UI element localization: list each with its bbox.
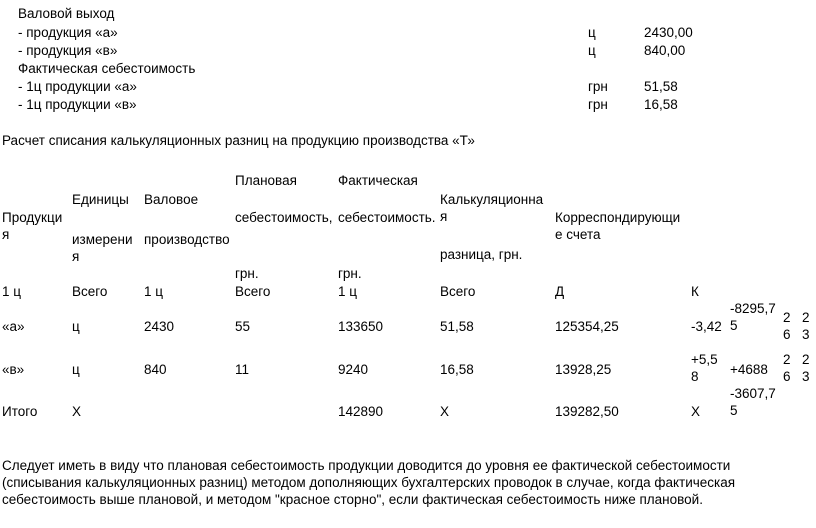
subheader-cell: 1 ц [144, 284, 163, 299]
cell-plan-unit: 11 [235, 362, 250, 377]
header-fact-2: себестоимость. [338, 210, 436, 225]
cell-debit: 26 [783, 310, 791, 342]
subheader-cell: 1 ц [2, 284, 21, 299]
row-unit: грн [588, 97, 608, 112]
row-value: 840,00 [644, 43, 686, 58]
cell-fact-unit: 16,58 [440, 362, 474, 377]
cell-unit: ц [72, 319, 80, 334]
cell-diff-unit: +5,58 [691, 352, 718, 384]
header-calc-2: разница, грн. [440, 247, 523, 262]
row-label: Валовой выход [18, 6, 115, 21]
row-value: 16,58 [644, 97, 678, 112]
header-plan-2: себестоимость, [235, 210, 333, 225]
cell-gross: 840 [144, 362, 167, 377]
cell-fact-total: 139282,50 [555, 404, 619, 419]
cell-fact-total: 13928,25 [555, 362, 612, 377]
row-label: - 1ц продукции «в» [18, 97, 137, 112]
row-value: 2430,00 [644, 25, 693, 40]
header-product: Продукция [2, 210, 63, 242]
subheader-cell: 1 ц [338, 284, 357, 299]
cell-fact-unit: Х [440, 404, 450, 419]
subheader-cell: Всего [72, 284, 108, 299]
footer-paragraph: Следует иметь в виду что плановая себестоимость продукции доводится до уровня ее фактической себестоимости (списывания калькуляционных разниц) методом дополняющих бухгалтерских проводок в случае, когда фактическая себестоимость выше плановой, и методом "красное сторно", если фактическая себестоимость ниже плановой. [2, 458, 736, 507]
subheader-cell: Всего [440, 284, 476, 299]
cell-diff-unit: Х [691, 404, 701, 419]
cell-debit: 26 [783, 352, 791, 384]
cell-credit: 23 [802, 352, 810, 384]
cell-gross: 2430 [144, 319, 175, 334]
row-unit: ц [588, 25, 596, 40]
header-fact: Фактическая [338, 173, 418, 188]
row-label: - 1ц продукции «а» [18, 79, 137, 94]
row-label: - продукция «в» [18, 43, 118, 58]
cell-diff-unit: -3,42 [691, 319, 722, 334]
cell-name: «а» [2, 319, 25, 334]
section-title: Расчет списания калькуляционных разниц на продукцию производства «Т» [2, 133, 475, 148]
row-unit: ц [588, 43, 596, 58]
cell-unit: Х [72, 404, 82, 419]
cell-plan-total: 142890 [338, 404, 384, 419]
cell-fact-unit: 51,58 [440, 319, 474, 334]
row-label: - продукция «а» [18, 25, 118, 40]
cell-unit: ц [72, 362, 80, 377]
header-fact-3: грн. [338, 266, 362, 281]
header-plan-3: грн. [235, 266, 259, 281]
header-units-2: измерения [72, 232, 133, 264]
subheader-cell: К [691, 284, 699, 299]
cell-fact-total: 125354,25 [555, 319, 619, 334]
cell-name: Итого [2, 404, 38, 419]
cell-plan-total: 9240 [338, 362, 369, 377]
subheader-cell: Д [555, 284, 565, 299]
cell-plan-total: 133650 [338, 319, 384, 334]
row-value: 51,58 [644, 79, 678, 94]
header-gross: Валовое [144, 192, 199, 207]
header-units: Единицы [72, 192, 129, 207]
header-gross-2: производство [144, 232, 230, 247]
header-plan: Плановая [235, 173, 297, 188]
header-calc: Калькуляционная [440, 192, 544, 224]
cell-credit: 23 [802, 310, 810, 342]
row-label: Фактическая себестоимость [18, 61, 196, 76]
cell-diff-total: +4688 [730, 362, 768, 377]
row-unit: грн [588, 79, 608, 94]
header-corr: Корреспондирующие счета [555, 210, 681, 242]
cell-diff-total: -3607,75 [730, 386, 776, 418]
cell-plan-unit: 55 [235, 319, 251, 334]
subheader-cell: Всего [235, 284, 271, 299]
cell-name: «в» [2, 362, 25, 377]
cell-diff-total: -8295,75 [730, 301, 776, 333]
